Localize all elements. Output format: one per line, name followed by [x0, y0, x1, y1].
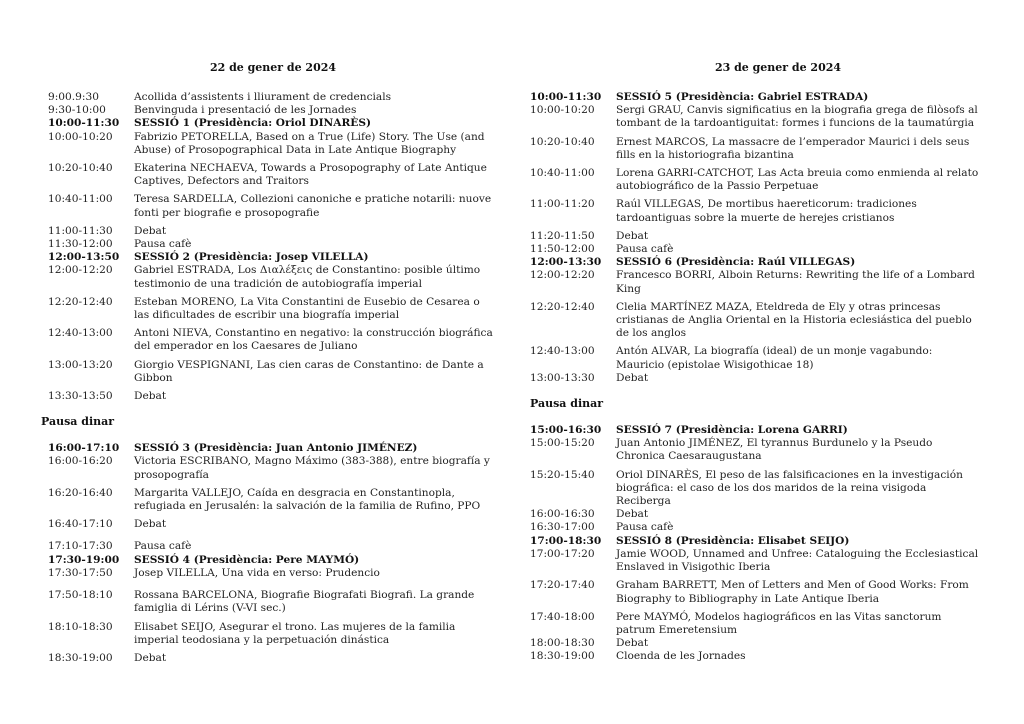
- schedule-row: [48, 162, 496, 188]
- row-text: Esteban MORENO, La Vita Constantini de Eusebio de Cesarea o las dificultades de escribir una biografía imperial: [134, 295, 480, 322]
- row-time: 16:30-17:00: [530, 521, 595, 534]
- schedule-row: [48, 359, 496, 385]
- schedule-row: [530, 508, 980, 521]
- row-text: Debat: [616, 229, 649, 242]
- schedule-row: [48, 91, 496, 104]
- row-time: 15:00-16:30: [530, 424, 602, 437]
- row-text: Oriol DINARÈS, El peso de las falsificaciones en la investigación biográfica: el caso de los dos maridos de la reina visigoda Reciberga: [616, 468, 963, 508]
- schedule-row: [530, 637, 980, 650]
- schedule-row: [48, 238, 496, 251]
- row-time: 11:20-11:50: [530, 229, 595, 242]
- schedule-row: [530, 198, 980, 224]
- row-text: Lorena GARRI-CATCHOT, Las Acta breuia como enmienda al relato autobiográfico de la Passio Perpetuae: [616, 167, 979, 193]
- row-time: 12:00-12:20: [530, 269, 595, 282]
- row-text: Ernest MARCOS, La massacre de l’emperador Maurici i dels seus fills en la historiografia bizantina: [616, 135, 970, 161]
- row-time: 17:00-17:20: [530, 547, 595, 560]
- session-heading: SESSIÓ 6 (Presidència: Raúl VILLEGAS): [616, 256, 856, 269]
- schedule-row: [48, 567, 496, 580]
- row-time: 10:20-10:40: [48, 162, 113, 175]
- session-heading: SESSIÓ 4 (Presidència: Pere MAYMÓ): [134, 553, 360, 566]
- row-text: Sergi GRAU, Canvis significatius en la biografia grega de filòsofs al tombant de la tardoantiguitat: formes i funcions de la taumatúrgia: [616, 104, 978, 130]
- row-time: 12:20-12:40: [48, 295, 113, 308]
- schedule-row: [48, 589, 496, 615]
- row-text: Pausa cafè: [134, 238, 192, 251]
- row-text: Josep VILELLA, Una vida en verso: Prudencio: [134, 566, 380, 579]
- row-time: 9:30-10:00: [48, 104, 106, 117]
- row-time: 15:00-15:20: [530, 437, 595, 450]
- session-heading: SESSIÓ 7 (Presidència: Lorena GARRI): [616, 424, 848, 437]
- row-text: Victoria ESCRIBANO, Magno Máximo (383-388), entre biografía y prosopografía: [134, 455, 490, 481]
- row-time: 17:40-18:00: [530, 610, 595, 623]
- session-heading: SESSIÓ 5 (Presidència: Gabriel ESTRADA): [616, 91, 869, 103]
- session-heading-row: [48, 117, 496, 130]
- row-text: Graham BARRETT, Men of Letters and Men of Good Works: From Biography to Bibliography in Late Antique Iberia: [616, 579, 969, 605]
- row-time: 18:30-19:00: [530, 650, 595, 663]
- row-time: 16:40-17:10: [48, 518, 113, 531]
- row-text: Debat: [134, 518, 167, 531]
- row-time: 13:00-13:30: [530, 371, 595, 384]
- row-text: Benvinguda i presentació de les Jornades: [134, 104, 357, 117]
- row-text: Debat: [134, 390, 167, 403]
- schedule-row: [48, 131, 496, 157]
- schedule-row: [48, 455, 496, 481]
- row-text: Acollida d’assistents i lliurament de credencials: [134, 91, 392, 103]
- schedule-row: [48, 390, 496, 403]
- row-time: 12:00-13:50: [48, 251, 120, 264]
- schedule-row: [530, 521, 980, 534]
- row-time: 12:40-13:00: [530, 345, 595, 358]
- row-time: 13:30-13:50: [48, 390, 113, 403]
- row-text: Debat: [616, 508, 649, 521]
- session-heading-row: [530, 91, 980, 104]
- schedule-row: [48, 652, 496, 665]
- schedule-row: [530, 372, 980, 385]
- session-heading-row: [530, 424, 980, 437]
- row-text: Pausa cafè: [616, 243, 674, 256]
- session-heading-row: [48, 554, 496, 567]
- row-time: 17:50-18:10: [48, 589, 113, 602]
- schedule-row: [48, 487, 496, 513]
- schedule-row: [530, 104, 980, 130]
- row-time: 17:20-17:40: [530, 579, 595, 592]
- schedule-row: [48, 193, 496, 219]
- row-text: Margarita VALLEJO, Caída en desgracia en Constantinopla, refugiada en Jerusalén: la salvación de la familia de Rufino, PPO: [134, 486, 481, 513]
- row-text: Pausa cafè: [616, 521, 674, 534]
- row-text: Giorgio VESPIGNANI, Las cien caras de Constantino: de Dante a Gibbon: [134, 358, 484, 384]
- schedule-row: [530, 548, 980, 574]
- schedule-row: [530, 437, 980, 463]
- schedule-row: [48, 621, 496, 647]
- row-time: 11:30-12:00: [48, 238, 113, 251]
- schedule-row: [530, 469, 980, 509]
- row-time: 10:20-10:40: [530, 135, 595, 148]
- row-text: Gabriel ESTRADA, Los Διαλέξεις de Constantino: posible último testimonio de una tradición de autobiografía imperial: [134, 264, 481, 290]
- session-heading: SESSIÓ 3 (Presidència: Juan Antonio JIMÉNEZ): [134, 442, 418, 455]
- row-text: Antón ALVAR, La biografía (ideal) de un monje vagabundo: Mauricio (epistolae Wisigothicae 18): [616, 345, 933, 371]
- schedule-row: [530, 167, 980, 193]
- row-time: 16:00-17:10: [48, 442, 120, 455]
- schedule-row: [48, 296, 496, 322]
- row-text: Debat: [616, 637, 649, 650]
- row-time: 10:00-11:30: [48, 117, 120, 130]
- row-time: 17:30-17:50: [48, 566, 113, 579]
- schedule-row: [48, 264, 496, 290]
- row-time: 16:00-16:30: [530, 508, 595, 521]
- row-text: Pere MAYMÓ, Modelos hagiográficos en las Vitas sanctorum patrum Emeretensium: [616, 610, 942, 636]
- session-heading-row: [48, 251, 496, 264]
- row-time: 9:00.9:30: [48, 91, 99, 103]
- schedule-row: [530, 269, 980, 295]
- row-text: Rossana BARCELONA, Biografie Biografati Biografi. La grande famiglia di Lérins (V-VI sec.): [134, 589, 475, 615]
- schedule-row: [48, 225, 496, 238]
- row-text: Clelia MARTÍNEZ MAZA, Eteldreda de Ely y otras princesas cristianas de Anglia Oriental en la Historia eclesiástica del pueblo de los anglos: [616, 300, 972, 340]
- day-1-title: 22 de gener de 2024: [209, 61, 337, 74]
- row-text: Debat: [616, 371, 649, 384]
- schedule-row: [48, 104, 496, 117]
- session-heading: SESSIÓ 2 (Presidència: Josep VILELLA): [134, 251, 369, 264]
- row-text: Fabrizio PETORELLA, Based on a True (Life) Story. The Use (and Abuse) of Prosopographical Data in Late Antique Biography: [134, 130, 485, 156]
- row-time: 10:00-11:30: [530, 91, 602, 103]
- row-text: Elisabet SEIJO, Asegurar el trono. Las mujeres de la familia imperial teodosiana y la perpetuación dinástica: [134, 620, 456, 646]
- session-heading: SESSIÓ 1 (Presidència: Oriol DINARÈS): [134, 117, 371, 130]
- day-2-title: 23 de gener de 2024: [714, 61, 842, 74]
- schedule-row: [530, 301, 980, 341]
- schedule-row: [530, 243, 980, 256]
- row-time: 10:00-10:20: [48, 130, 113, 143]
- session-heading-row: [530, 535, 980, 548]
- schedule-row: [48, 540, 496, 553]
- row-text: Antoni NIEVA, Constantino en negativo: la construcción biográfica del emperador en los Caesares de Juliano: [134, 327, 493, 353]
- row-text: Juan Antonio JIMÉNEZ, El tyrannus Burdunelo y la Pseudo Chronica Caesaraugustana: [616, 437, 933, 463]
- row-time: 13:00-13:20: [48, 358, 113, 371]
- row-time: 18:30-19:00: [48, 651, 113, 664]
- schedule-row: [48, 518, 496, 531]
- schedule-row: [530, 650, 980, 663]
- row-time: 12:40-13:00: [48, 327, 113, 340]
- row-time: 17:00-18:30: [530, 534, 602, 547]
- row-time: 11:00-11:20: [530, 198, 595, 211]
- row-time: 16:00-16:20: [48, 455, 113, 468]
- row-time: 17:10-17:30: [48, 540, 113, 553]
- schedule-row: [530, 345, 980, 371]
- row-text: Francesco BORRI, Alboin Returns: Rewriting the life of a Lombard King: [616, 269, 975, 295]
- schedule-row: [530, 230, 980, 243]
- row-time: 12:00-12:20: [48, 264, 113, 277]
- schedule-row: [530, 611, 980, 637]
- row-time: 10:00-10:20: [530, 104, 595, 117]
- row-time: 18:10-18:30: [48, 620, 113, 633]
- row-text: Jamie WOOD, Unnamed and Unfree: Cataloguing the Ecclesiastical Enslaved in Visigothic Iberia: [616, 547, 979, 574]
- row-time: 10:40-11:00: [530, 167, 595, 180]
- schedule-row: [48, 327, 496, 353]
- day-1-schedule: [41, 91, 496, 665]
- row-time: 11:50-12:00: [530, 243, 595, 256]
- row-text: Ekaterina NECHAEVA, Towards a Prosopography of Late Antique Captives, Defectors and Traitors: [134, 162, 487, 188]
- row-time: 10:40-11:00: [48, 193, 113, 206]
- lunch-break-heading: Pausa dinar: [41, 415, 115, 429]
- schedule-row: [530, 136, 980, 162]
- row-time: 11:00-11:30: [48, 224, 113, 237]
- row-text: Cloenda de les Jornades: [616, 650, 746, 663]
- session-heading-row: [530, 256, 980, 269]
- row-text: Debat: [134, 224, 167, 237]
- row-text: Raúl VILLEGAS, De mortibus haereticorum: tradiciones tardoantiguas sobre la muerte de herejes cristianos: [616, 198, 917, 224]
- row-text: Debat: [134, 651, 167, 664]
- row-time: 12:00-13:30: [530, 256, 602, 269]
- row-time: 17:30-19:00: [48, 553, 120, 566]
- session-heading-row: [48, 442, 496, 455]
- row-time: 15:20-15:40: [530, 468, 595, 481]
- row-text: Teresa SARDELLA, Collezioni canoniche e pratiche notarili: nuove fonti per biografie e prosopografie: [134, 193, 492, 219]
- session-heading: SESSIÓ 8 (Presidència: Elisabet SEIJO): [616, 534, 850, 547]
- day-2-schedule: [530, 91, 980, 664]
- row-time: 18:00-18:30: [530, 637, 595, 650]
- schedule-row: [530, 579, 980, 605]
- row-time: 16:20-16:40: [48, 486, 113, 499]
- row-time: 12:20-12:40: [530, 300, 595, 313]
- lunch-break-heading: Pausa dinar: [530, 397, 604, 411]
- row-text: Pausa cafè: [134, 540, 192, 553]
